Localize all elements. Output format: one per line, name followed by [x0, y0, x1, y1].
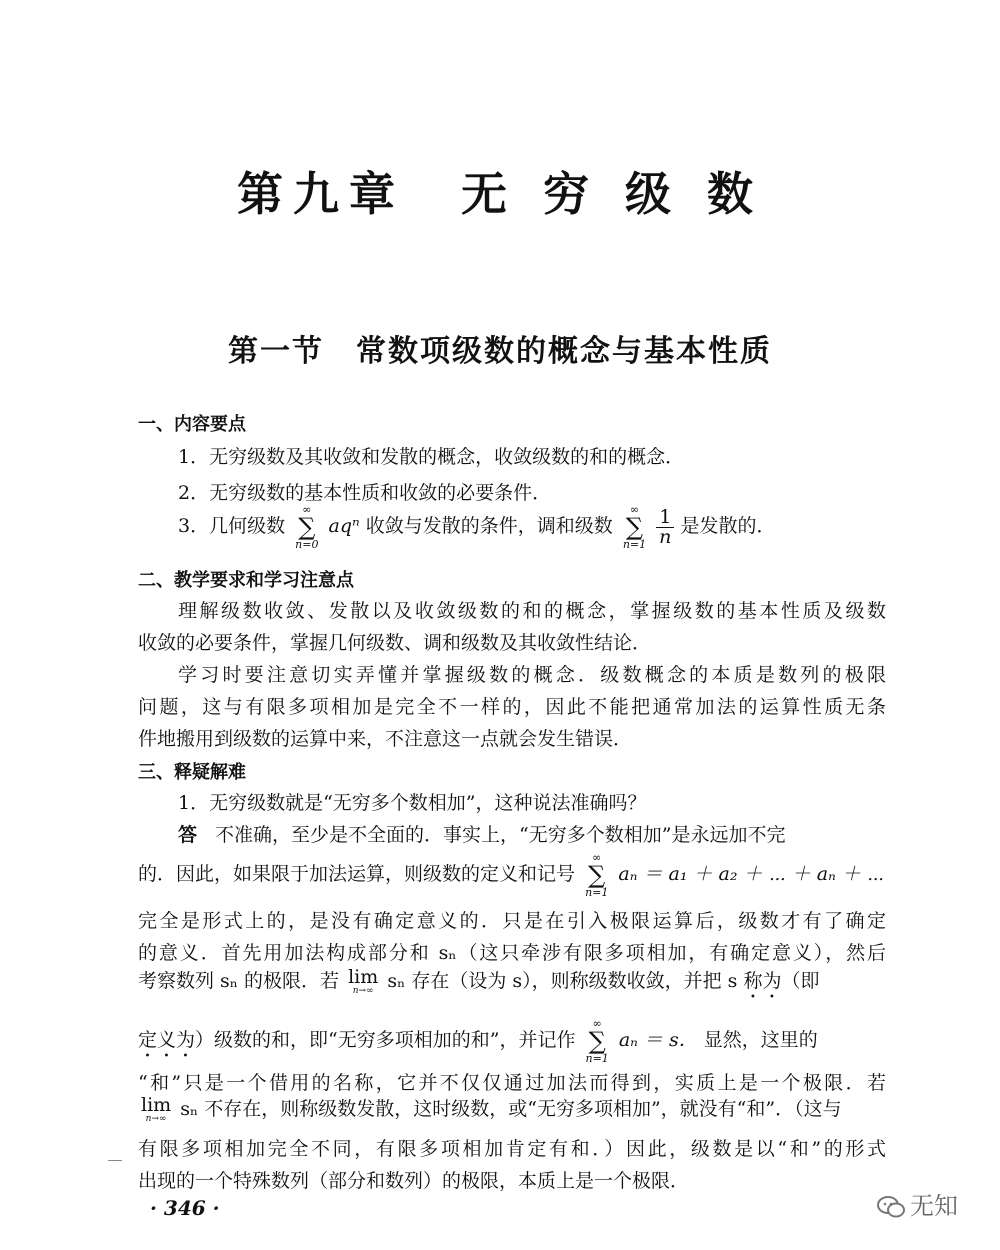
geometric-series-sum — [295, 504, 318, 550]
heading-content-points: 一、内容要点 — [138, 414, 246, 435]
margin-mark — [108, 1160, 122, 1161]
item3-text-a: 3．几何级数 — [178, 515, 286, 537]
answer-line-1 — [178, 820, 886, 847]
heading-teaching-requirements: 二、教学要求和学习注意点 — [138, 570, 354, 591]
paragraph-line: 学习时要注意切实弄懂并掌握级数的概念．级数概念的本质是数列的极限 — [178, 664, 886, 686]
emphasized-text: 定义为 — [138, 1029, 196, 1051]
sigma-symbol: ∑ — [588, 1027, 606, 1055]
harmonic-series-sum — [623, 504, 646, 550]
watermark-text: 无知 — [910, 1192, 958, 1220]
content-item-1: 1．无穷级数及其收敛和发散的概念，收敛级数的和的概念． — [178, 446, 685, 468]
answer-text: （即 — [781, 970, 820, 992]
answer-label: 答 — [178, 824, 198, 846]
sum-upper-limit: ∞ — [302, 503, 312, 516]
paragraph-line: 问题，这与有限多项相加是完全不一样的，因此不能把通常加法的运算性质无条 — [138, 696, 886, 718]
sigma-symbol: ∑ — [298, 513, 316, 541]
fraction-denominator: n — [659, 525, 672, 548]
answer-line-10: 出现的一个特殊数列（部分和数列）的极限，本质上是一个极限． — [138, 1170, 690, 1192]
sum-upper-limit: ∞ — [629, 503, 640, 516]
answer-line-8 — [138, 1094, 888, 1124]
answer-line-9: 有限多项相加完全不同，有限多项相加肯定有和．）因此，级数是以“和”的形式 — [138, 1138, 886, 1160]
series-sum — [585, 852, 608, 898]
answer-text: 不准确，至少是不全面的．事实上，“无穷多个数相加”是永远加不完 — [215, 824, 786, 846]
limit-expression — [348, 968, 378, 996]
paragraph-line: 理解级数收敛、发散以及收敛级数的和的概念，掌握级数的基本性质及级数 — [178, 600, 886, 622]
paragraph-line: 收敛的必要条件，掌握几何级数、调和级数及其收敛性结论． — [138, 632, 652, 654]
sum-upper-limit: ∞ — [592, 1017, 602, 1030]
watermark — [876, 1186, 958, 1221]
answer-text: ）级数的和，即“无穷多项相加的和”，并记作 — [195, 1029, 576, 1051]
content-item-2: 2．无穷级数的基本性质和收敛的必要条件． — [178, 482, 552, 504]
item3-text-c: 是发散的． — [680, 515, 776, 537]
sum-lower-limit: n=0 — [295, 538, 319, 551]
sigma-symbol: ∑ — [588, 861, 606, 889]
answer-text: 显然，这里的 — [703, 1029, 818, 1051]
sum-lower-limit: n=1 — [585, 1052, 609, 1065]
sum-lower-limit: n=1 — [585, 886, 609, 899]
page-number: · 346 · — [150, 1196, 220, 1220]
content-item-3 — [178, 504, 928, 550]
answer-line-4: 的意义．首先用加法构成部分和 sₙ（这只牵涉有限多项相加，有确定意义），然后 — [138, 942, 886, 964]
answer-text: 的．因此，如果限于加法运算，则级数的定义和记号 — [138, 863, 576, 885]
chapter-title: 第九章 无 穷 级 数 — [236, 167, 764, 221]
answer-line-2 — [138, 852, 888, 898]
heading-faq: 三、释疑解难 — [138, 762, 246, 783]
emphasized-text: 称为 — [743, 970, 782, 992]
chat-bubble-icon — [876, 1194, 906, 1220]
series-formula: aₙ ＝ a₁ ＋ a₂ ＋ ⋯ ＋ aₙ ＋ ⋯ — [618, 863, 884, 885]
item3-text-b: 收敛与发散的条件，调和级数 — [365, 515, 613, 537]
sum-lower-limit: n=1 — [622, 538, 647, 551]
question-1: 1．无穷级数就是“无穷多个数相加”，这种说法准确吗？ — [178, 792, 647, 814]
answer-line-7: “和”只是一个借用的名称，它并不仅仅通过加法而得到，实质上是一个极限．若 — [138, 1072, 886, 1094]
limit-expression — [141, 1096, 171, 1124]
section-title: 第一节 常数项级数的概念与基本性质 — [228, 334, 772, 369]
lim-subscript: n→∞ — [352, 986, 374, 996]
series-formula: aₙ ＝ s． — [618, 1029, 698, 1051]
series-sum — [586, 1018, 609, 1064]
answer-text: sₙ 不存在，则称级数发散，这时级数，或“无穷多项相加”，就没有“和”．（这与 — [180, 1098, 842, 1120]
answer-text: 考察数列 sₙ 的极限．若 — [138, 970, 340, 992]
fraction-numerator: 1 — [656, 508, 674, 528]
harmonic-fraction — [656, 505, 674, 548]
lim-subscript: n→∞ — [145, 1114, 167, 1124]
lim-symbol: lim — [348, 966, 379, 988]
answer-text: sₙ 存在（设为 s），则称级数收敛，并把 s — [387, 970, 738, 992]
sigma-symbol: ∑ — [625, 513, 644, 541]
answer-line-5 — [138, 966, 888, 1003]
paragraph-line: 件地搬用到级数的运算中来，不注意这一点就会发生错误． — [138, 728, 633, 750]
lim-symbol: lim — [141, 1094, 172, 1116]
answer-line-6 — [138, 1018, 888, 1064]
geometric-term: aqⁿ — [328, 515, 360, 537]
sum-upper-limit: ∞ — [592, 851, 602, 864]
answer-line-3: 完全是形式上的，是没有确定意义的．只是在引入极限运算后，级数才有了确定 — [138, 910, 886, 932]
